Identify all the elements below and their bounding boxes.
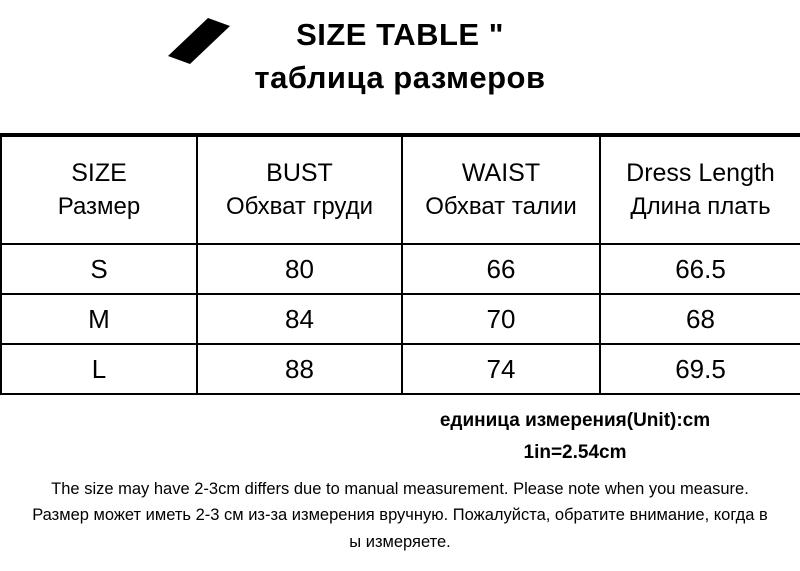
column-header-waist [402,136,600,244]
measurements-table [0,135,800,395]
cell-length: 69.5 [600,344,800,394]
page-title [0,16,800,98]
disclaimer-line-english: The size may have 2-3cm differs due to manual measurement. Please note when you measure. [51,480,749,499]
table-row [1,294,800,344]
column-header-size-en: SIZE [71,158,127,187]
table-header-row [1,136,800,244]
title-line-english: SIZE TABLE " [296,17,504,52]
column-header-length-ru: Длина плать [630,192,771,220]
disclaimer-line-russian-cont: ы измеряете. [349,532,451,551]
cell-waist: 74 [402,344,600,394]
cell-length: 66.5 [600,244,800,294]
cell-size: M [1,294,197,344]
title-line-russian: таблица размеров [254,60,546,96]
unit-note [0,395,800,466]
header-divider [0,133,800,135]
cell-size: L [1,344,197,394]
cell-size: S [1,244,197,294]
table-row [1,244,800,294]
column-header-bust [197,136,402,244]
document-header [0,0,800,135]
disclaimer-note [0,476,800,555]
table-row [1,344,800,394]
column-header-bust-en: BUST [266,158,333,187]
column-header-size-ru: Размер [57,192,141,220]
cell-length: 68 [600,294,800,344]
cell-bust: 88 [197,344,402,394]
unit-note-line-2: 1in=2.54cm [523,441,627,463]
column-header-waist-ru: Обхват талии [425,192,577,220]
column-header-size [1,136,197,244]
cell-bust: 80 [197,244,402,294]
disclaimer-line-russian: Размер может иметь 2-3 см из-за измерения вручную. Пожалуйста, обратите внимание, когда в [32,506,768,525]
column-header-bust-ru: Обхват груди [225,192,374,220]
cell-waist: 66 [402,244,600,294]
column-header-length-en: Dress Length [626,158,775,187]
cell-bust: 84 [197,294,402,344]
unit-note-line-1: единица измерения(Unit):cm [439,410,711,431]
cell-waist: 70 [402,294,600,344]
column-header-waist-en: WAIST [461,158,541,187]
column-header-length [600,136,800,244]
